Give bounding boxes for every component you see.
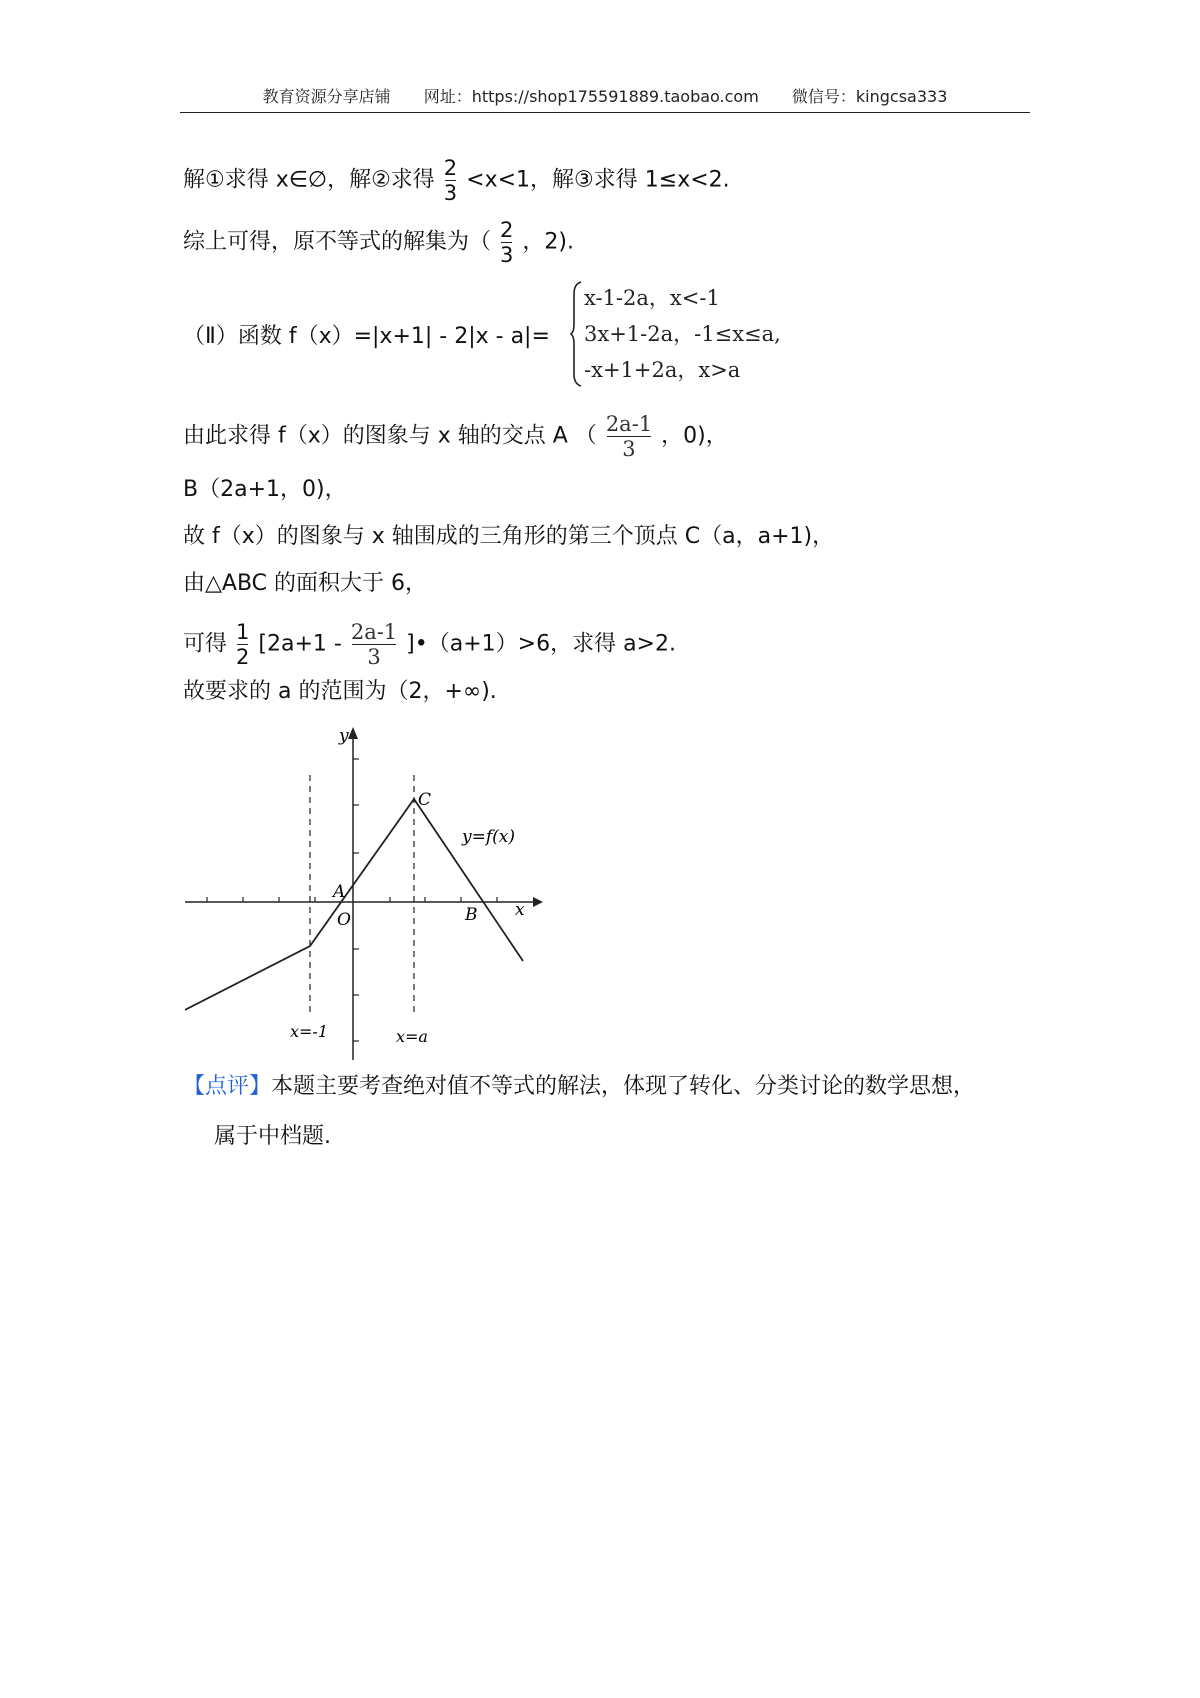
function-graph	[185, 715, 545, 1065]
left-brace-icon	[570, 280, 584, 388]
point-c-label: C	[418, 790, 432, 810]
fraction-two-thirds-2: $\frac{2}{3}$	[500, 218, 514, 267]
fraction-2a-1-over-3-b: $\frac{2a-1}{3}$	[350, 620, 398, 669]
function-definition-line: （Ⅱ）函数 f（x）=|x+1| - 2|x - a|=	[183, 324, 550, 349]
x-axis-label: x	[515, 900, 525, 920]
curve-label: y=f(x)	[462, 827, 515, 847]
fraction-two-thirds: $\frac{2}{3}$	[443, 156, 458, 205]
comment-line-2: 属于中档题.	[214, 1124, 331, 1149]
intersection-b-line: B（2a+1，0)，	[183, 477, 347, 502]
solution-line-1: 解①求得 x∈∅，解②求得 $\frac{2}{3}$ <x<1，解③求得 1≤x<2.	[183, 156, 730, 205]
fraction-one-half: $\frac{1}{2}$	[236, 620, 250, 669]
point-b-label: B	[465, 905, 478, 925]
piecewise-cases	[570, 280, 830, 388]
header-divider	[180, 112, 1030, 113]
header-wechat: 微信号：kingcsa333	[791, 87, 948, 106]
y-axis-arrow-icon	[348, 727, 358, 739]
header-url: 网址：https://shop175591889.taobao.com	[423, 87, 759, 106]
comment-line-1: 【点评】本题主要考查绝对值不等式的解法，体现了转化、分类讨论的数学思想，	[183, 1074, 976, 1099]
header-shop: 教育资源分享店铺	[262, 87, 391, 106]
x-axis-arrow-icon	[533, 897, 543, 907]
page-header	[180, 84, 1030, 112]
vertex-c-line: 故 f（x）的图象与 x 轴围成的三角形的第三个顶点 C（a，a+1)，	[183, 524, 835, 549]
case-1: x-1-2a，x<-1	[584, 286, 720, 310]
intersection-a-line: 由此求得 f（x）的图象与 x 轴的交点 A （ $\frac{2a-1}{3}$ ，0)，	[183, 412, 728, 461]
case-2: 3x+1-2a，-1≤x≤a,	[584, 322, 781, 346]
case-3: -x+1+2a，x>a	[584, 358, 741, 382]
line-x-neg1-label: x=-1	[290, 1022, 329, 1041]
y-axis-label: y	[339, 726, 349, 746]
area-condition-line: 由△ABC 的面积大于 6，	[183, 571, 428, 596]
solution-line-2: 综上可得，原不等式的解集为（ $\frac{2}{3}$ ，2).	[183, 218, 574, 267]
line-x-a-label: x=a	[396, 1027, 428, 1046]
comment-tag: 【点评】	[183, 1074, 272, 1099]
point-a-label: A	[333, 882, 346, 902]
point-o-label: O	[337, 910, 351, 930]
range-result-line: 故要求的 a 的范围为（2，+∞).	[183, 679, 497, 704]
area-inequality-line: 可得 $\frac{1}{2}$ [2a+1 - $\frac{2a-1}{3}$ ]•（a+1）>6，求得 a>2.	[183, 620, 676, 669]
fraction-2a-1-over-3: $\frac{2a-1}{3}$	[605, 412, 653, 461]
